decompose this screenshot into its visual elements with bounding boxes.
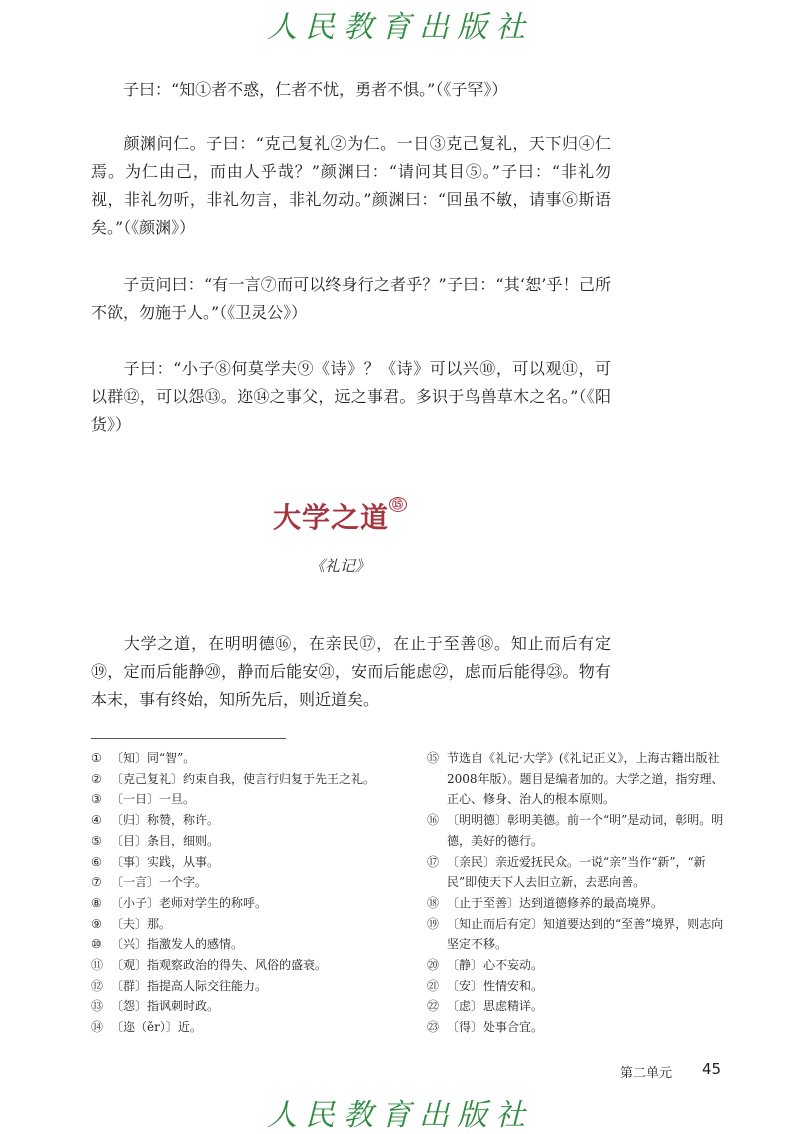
section-source: 《礼记》: [309, 557, 370, 575]
passage-yanghuo: [91, 355, 611, 439]
footnote-number: ⑲: [427, 916, 440, 931]
footnote-number: ⑤: [91, 833, 102, 848]
footnote-item: [91, 996, 401, 1017]
footnote-text: 〔群〕指提高人际交往能力。: [111, 978, 268, 993]
footnote-item: [91, 976, 401, 997]
main-text-body: 大学之道，在明明德⑯，在亲民⑰，在止于至善⑱。知止而后有定⑲，定而后能静⑳，静而后能安㉑，安而后能虑㉒，虑而后能得㉓。物有本末，事有终始，知所先后，则近道矣。: [91, 634, 611, 709]
footnote-item: [427, 1017, 727, 1038]
footnote-number: ⑯: [427, 813, 440, 828]
footnote-text: 〔知〕同“智”。: [111, 751, 196, 765]
footnote-text: 〔归〕称赞，称许。: [111, 813, 220, 828]
footnote-item: [91, 1017, 401, 1038]
title-text: 大学之道: [272, 501, 389, 534]
footnote-number: ⑨: [91, 916, 102, 931]
passage-weilinggong: [91, 271, 611, 327]
footnote-text: 〔小子〕老师对学生的称呼。: [111, 895, 268, 910]
footnote-number: ⑩: [91, 937, 102, 952]
footnote-divider: [91, 738, 286, 739]
footnote-number: ⑱: [427, 895, 440, 910]
footnote-text: 〔知止而后有定〕知道要达到的“至善”境界，则志向坚定不移。: [447, 916, 724, 952]
footnote-number: ⑮: [427, 751, 440, 765]
footnote-text: 〔事〕实践，从事。: [111, 854, 220, 869]
footnote-text: 〔观〕指观察政治的得失、风俗的盛衰。: [111, 958, 328, 973]
footnote-number: ③: [91, 792, 102, 807]
footnote-text: 〔亲民〕亲近爱抚民众。一说“亲”当作“新”，“新民”即使天下人去旧立新，去恶向善。: [447, 854, 706, 890]
passage-text: 颜渊问仁。子曰：“克己复礼②为仁。一日③克己复礼，天下归④仁焉。为仁由己，而由人乎哉？”颜渊曰：“请问其目⑤。”子曰：“非礼勿视，非礼勿听，非礼勿言，非礼勿动。”颜渊曰：“回虽不敏，请事⑥斯语矣。”（《颜渊》）: [91, 134, 611, 237]
footnote-item: [91, 769, 401, 790]
footnote-item: [91, 893, 401, 914]
footnote-text: 〔一日〕一旦。: [111, 792, 196, 807]
footnote-number: ㉓: [427, 1020, 440, 1035]
footnote-number: ①: [91, 751, 102, 765]
footnote-text: 〔明明德〕彰明美德。前一个“明”是动词，彰明。明德，美好的德行。: [447, 813, 724, 848]
passage-text: 子曰：“小子⑧何莫学夫⑨《诗》？《诗》可以兴⑩，可以观⑪，可以群⑫，可以怨⑬。迩⑭之事父，远之事君。多识于鸟兽草木之名。”（《阳货》）: [91, 359, 611, 434]
footnote-number: ⑥: [91, 854, 102, 869]
footnote-item: [427, 852, 727, 893]
footnote-text: 〔兴〕指激发人的感情。: [111, 937, 244, 952]
footnote-text: 〔克己复礼〕约束自我，使言行归复于先王之礼。: [111, 771, 376, 786]
footnote-item: [427, 955, 727, 976]
footnote-item: [427, 996, 727, 1017]
footnote-text: 〔得〕处事合宜。: [447, 1020, 544, 1035]
footnote-item: [427, 748, 727, 810]
footnote-number: ⑰: [427, 854, 440, 869]
passage-zihan: [91, 76, 611, 104]
footnote-text: 〔怨〕指讽刺时政。: [111, 999, 220, 1014]
publisher-logo-footer: 人民教育出版社: [267, 1098, 533, 1133]
passage-text: 子贡问曰：“有一言⑦而可以终身行之者乎？”子曰：“其‘恕’乎！己所不欲，勿施于人。”（《卫灵公》）: [91, 275, 611, 322]
footnote-item: [427, 893, 727, 914]
footnote-text: 节选自《礼记·大学》(《礼记正义》，上海古籍出版社2008年版）。题目是编者加的。大学之道，指穷理、正心、修身、治人的根本原则。: [447, 751, 724, 807]
footnote-number: ㉒: [427, 999, 440, 1014]
footnote-number: ④: [91, 813, 102, 828]
footnotes-left: [91, 748, 401, 1038]
footnote-number: ⑬: [91, 999, 104, 1014]
main-text: [91, 630, 611, 714]
footnote-item: [91, 955, 401, 976]
footnote-item: [427, 914, 727, 955]
footnote-item: [91, 748, 401, 769]
title-footnote-marker: ⑮: [389, 497, 407, 512]
footnote-text: 〔虑〕思虑精详。: [447, 999, 544, 1014]
footnote-number: ⑪: [91, 958, 104, 973]
footnote-text: 〔迩（ěr）〕近。: [111, 1020, 202, 1035]
footnote-text: 〔安〕性情安和。: [447, 978, 544, 993]
footnote-number: ②: [91, 771, 102, 786]
passage-yanyuan: [91, 130, 611, 242]
footnote-text: 〔静〕心不妄动。: [447, 958, 544, 973]
footnote-item: [91, 852, 401, 873]
footnote-item: [427, 810, 727, 851]
unit-label: 第二单元: [620, 1066, 673, 1081]
footnote-item: [91, 934, 401, 955]
publisher-logo-header: 人民教育出版社: [267, 10, 533, 45]
footnote-number: ㉑: [427, 978, 440, 993]
footnote-item: [91, 789, 401, 810]
footnote-number: ⑦: [91, 875, 102, 890]
footnote-text: 〔目〕条目，细则。: [111, 833, 220, 848]
footnote-number: ⑭: [91, 1020, 104, 1035]
footnote-text: 〔止于至善〕达到道德修养的最高境界。: [447, 895, 664, 910]
footnote-item: [91, 810, 401, 831]
footnote-item: [427, 976, 727, 997]
footnote-item: [91, 914, 401, 935]
footnote-item: [91, 872, 401, 893]
footnote-text: 〔一言〕一个字。: [111, 875, 208, 890]
footnote-number: ⑫: [91, 978, 104, 993]
footnote-number: ⑧: [91, 895, 102, 910]
footnote-item: [91, 831, 401, 852]
page-number: 45: [702, 1060, 722, 1078]
footnotes-right: [427, 748, 727, 1038]
footnote-text: 〔夫〕那。: [111, 916, 172, 931]
section-title: [0, 496, 680, 536]
passage-text: 子曰：“知①者不惑，仁者不忧，勇者不惧。”（《子罕》）: [123, 80, 508, 99]
footnote-number: ⑳: [427, 958, 440, 973]
